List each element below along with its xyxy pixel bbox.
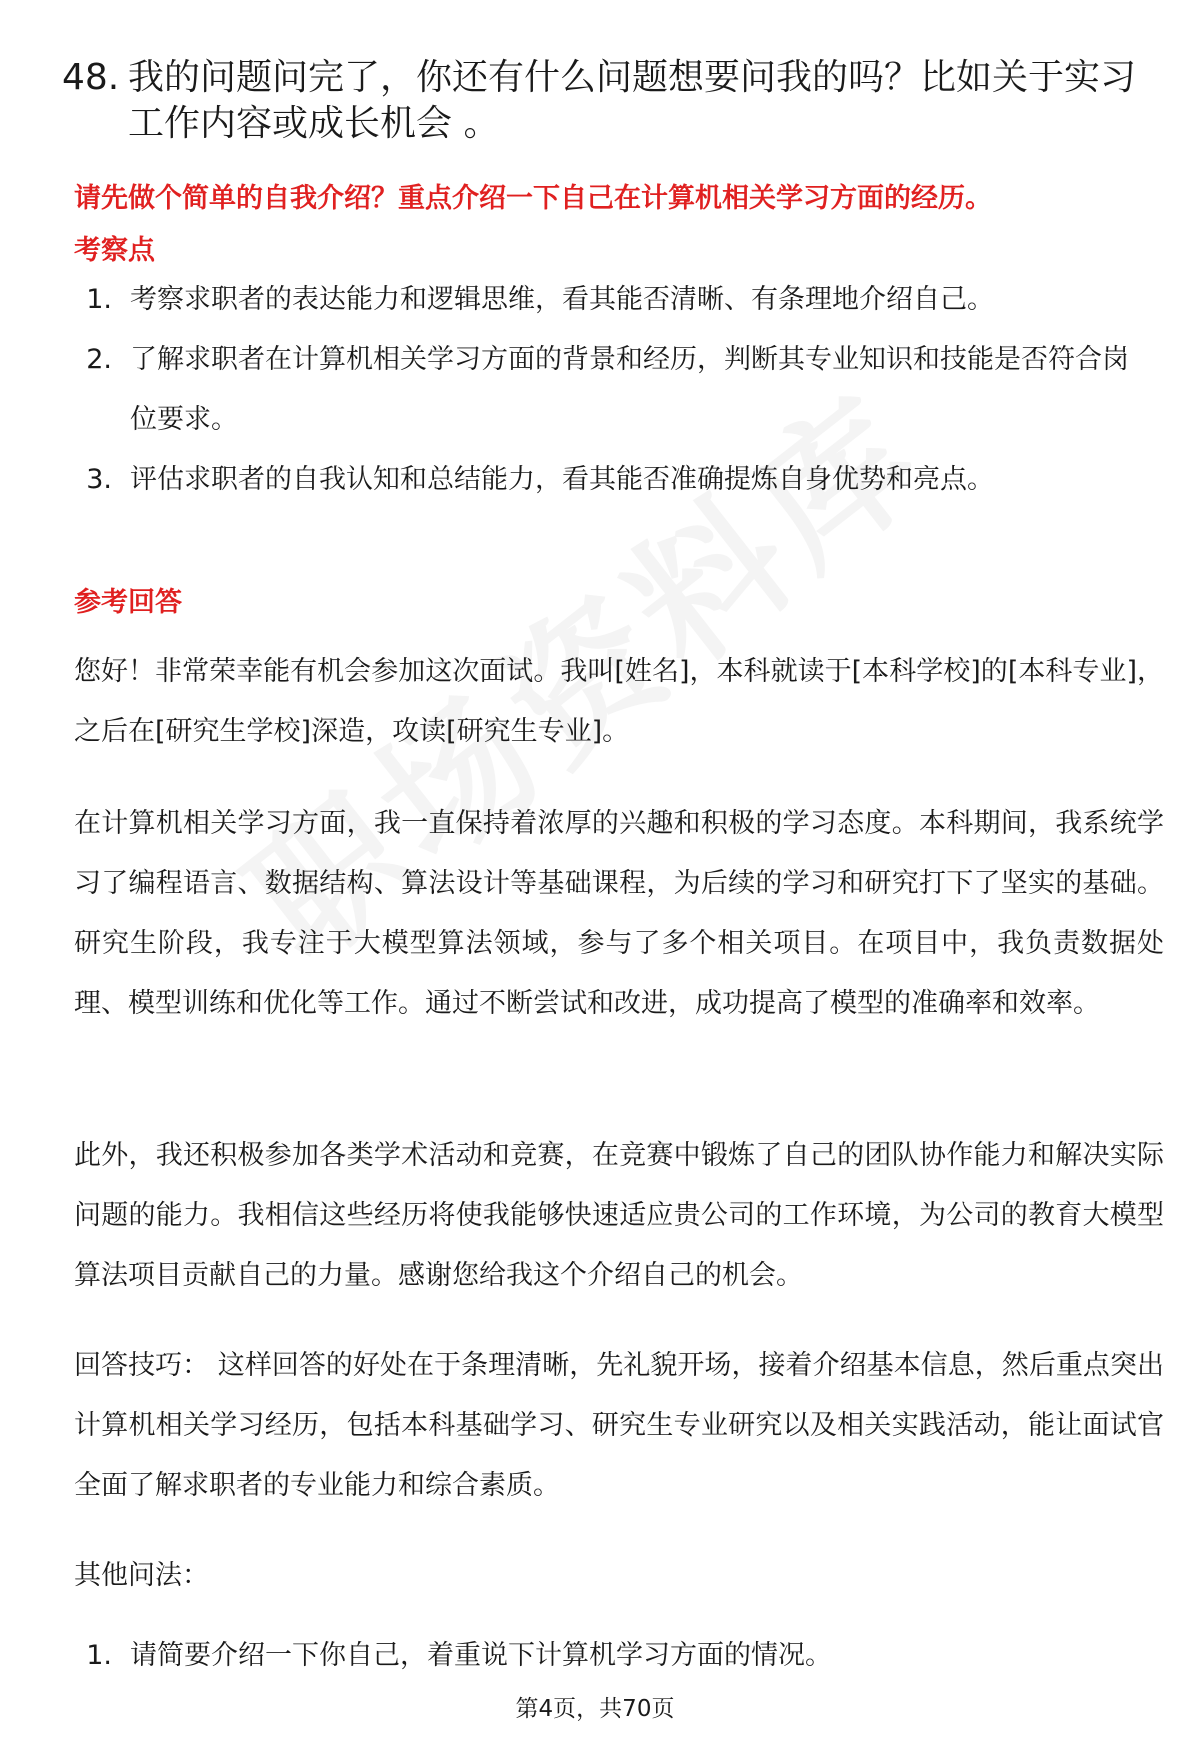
list-item: [74, 450, 1154, 510]
list-item: [74, 270, 1154, 330]
list-item-number: 1.: [86, 1640, 112, 1671]
answer-paragraph: 您好！非常荣幸能有机会参加这次面试。我叫[姓名]，本科就读于[本科学校]的[本科专业]，之后在[研究生学校]深造，攻读[研究生专业]。: [74, 656, 1164, 747]
answer-paragraph: 此外，我还积极参加各类学术活动和竞赛，在竞赛中锻炼了自己的团队协作能力和解决实际问题的能力。我相信这些经历将使我能够快速适应贵公司的工作环境，为公司的教育大模型算法项目贡献自己的力量。感谢您给我这个介绍自己的机会。: [74, 1140, 1164, 1291]
interview-question: 请先做个简单的自我介绍？重点介绍一下自己在计算机相关学习方面的经历。: [74, 183, 992, 214]
heading-text: 我的问题问完了，你还有什么问题想要问我的吗？比如关于实习工作内容或成长机会 。: [128, 57, 1137, 144]
page-footer: 第4页，共70页: [515, 1696, 675, 1722]
other-questions-label: 其他问法：: [74, 1560, 209, 1591]
heading-number: 48.: [62, 57, 120, 98]
points-list: [74, 270, 1154, 510]
list-item: [74, 330, 1154, 450]
answer-tips: 回答技巧： 这样回答的好处在于条理清晰，先礼貌开场，接着介绍基本信息，然后重点突出计算机相关学习经历，包括本科基础学习、研究生专业研究以及相关实践活动，能让面试官全面了解求职者的专业能力和综合素质。: [74, 1350, 1164, 1501]
list-item-text: 评估求职者的自我认知和总结能力，看其能否准确提炼自身优势和亮点。: [130, 464, 994, 495]
other-questions-list: [74, 1626, 1154, 1686]
list-item-text: 了解求职者在计算机相关学习方面的背景和经历，判断其专业知识和技能是否符合岗位要求。: [130, 344, 1129, 435]
list-item-number: 1.: [86, 284, 112, 315]
list-item-number: 3.: [86, 464, 112, 495]
list-item-number: 2.: [86, 344, 112, 375]
section-label-answer: 参考回答: [74, 587, 182, 618]
answer-paragraph: 在计算机相关学习方面，我一直保持着浓厚的兴趣和积极的学习态度。本科期间，我系统学习了编程语言、数据结构、算法设计等基础课程，为后续的学习和研究打下了坚实的基础。研究生阶段，我专注于大模型算法领域，参与了多个相关项目。在项目中，我负责数据处理、模型训练和优化等工作。通过不断尝试和改进，成功提高了模型的准确率和效率。: [74, 808, 1164, 1019]
list-item: [74, 1626, 1154, 1686]
question-heading: [62, 55, 1142, 147]
list-item-text: 请简要介绍一下你自己，着重说下计算机学习方面的情况。: [130, 1640, 832, 1671]
section-label-points: 考察点: [74, 235, 155, 266]
list-item-text: 考察求职者的表达能力和逻辑思维，看其能否清晰、有条理地介绍自己。: [130, 284, 994, 315]
